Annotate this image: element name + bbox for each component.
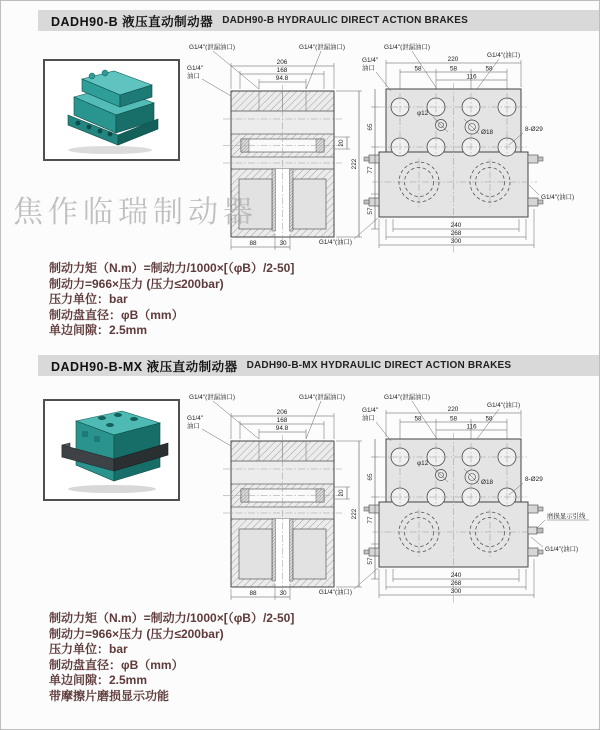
section-view (187, 392, 378, 600)
dim-58: 58 (485, 65, 493, 73)
spec-line: 制动盘直径：φB（mm） (49, 657, 184, 672)
front-view (362, 392, 578, 603)
oil-port-label: G1/4"(油口) (487, 52, 521, 59)
watermark: 焦作临瑞制动器 (13, 195, 258, 230)
dim-58: 58 (449, 65, 458, 73)
dim-58: 58 (414, 65, 422, 73)
dim-88: 88 (249, 240, 257, 247)
spec-line: 制动盘直径：φB（mm） (49, 307, 184, 322)
spec-line: 带摩擦片磨损显示功能 (49, 688, 170, 703)
section2-header (38, 355, 599, 376)
dim-77: 77 (367, 166, 374, 174)
dim-58: 58 (449, 415, 458, 423)
dim-58: 58 (485, 415, 493, 423)
oil-port-label: G1/4" (187, 415, 204, 422)
dim-30: 30 (279, 240, 287, 247)
leak-port-label: G1/4"(泄漏油口) (189, 394, 235, 401)
dim-116: 116 (466, 423, 477, 431)
dim-222: 222 (351, 508, 358, 520)
oil-port-label: 油口 (362, 65, 375, 72)
dim-phi12: φ12 (417, 110, 429, 117)
dim-220: 220 (447, 406, 459, 413)
dim-240: 240 (450, 222, 462, 229)
spec-line: 制动力矩（N.m）=制动力/1000×[（φB）/2-50] (49, 261, 295, 275)
section1-header (38, 10, 599, 31)
dim-300: 300 (450, 588, 462, 595)
spec-line: 制动力矩（N.m）=制动力/1000×[（φB）/2-50] (49, 611, 295, 625)
dim-220: 220 (447, 56, 459, 63)
dim-168: 168 (276, 67, 288, 74)
dim-222: 222 (351, 158, 358, 170)
leak-port-label: G1/4"(泄漏油口) (189, 44, 235, 51)
spec-line: 压力单位：bar (49, 292, 128, 306)
dim-57: 57 (367, 207, 374, 215)
dim-phi18: Ø18 (481, 129, 494, 136)
dim-206: 206 (276, 59, 288, 66)
dim-65: 65 (367, 123, 374, 131)
specs-block-2 (49, 611, 294, 704)
product-photo-1 (43, 59, 180, 161)
dim-30: 30 (279, 590, 287, 597)
dim-88: 88 (249, 590, 257, 597)
section1-title-en: DADH90-B HYDRAULIC DIRECT ACTION BRAKES (222, 15, 468, 26)
dim-20: 20 (338, 489, 345, 497)
dim-116: 116 (466, 73, 477, 81)
technical-drawing-1 (179, 39, 600, 267)
brake-photo-illustration-1 (48, 63, 176, 157)
section2-title-zh: DADH90-B-MX 液压直动制动器 (51, 359, 238, 374)
dim-65: 65 (367, 473, 374, 481)
oil-port-label: G1/4" (187, 65, 204, 72)
dim-206: 206 (276, 409, 288, 416)
oil-port-label: 油口 (187, 73, 200, 80)
oil-port-label: G1/4"(油口) (318, 239, 352, 246)
dim-300: 300 (450, 238, 462, 245)
section2-title-en: DADH90-B-MX HYDRAULIC DIRECT ACTION BRAKES (246, 360, 512, 371)
spec-line: 单边间隙：2.5mm (49, 673, 148, 687)
dim-57: 57 (367, 557, 374, 565)
holes-label: 8-Ø29 (525, 126, 543, 133)
specs-block-1 (49, 261, 294, 339)
dim-268: 268 (450, 230, 462, 237)
product-photo-2 (43, 399, 180, 501)
oil-port-label: G1/4"(油口) (541, 194, 575, 201)
spec-line: 单边间隙：2.5mm (49, 323, 148, 337)
oil-port-label: 油口 (362, 415, 375, 422)
spec-line: 压力单位：bar (49, 642, 128, 656)
leak-port-label: G1/4"(泄漏油口) (299, 44, 345, 51)
dim-phi12: φ12 (417, 460, 429, 467)
section1-title-zh: DADH90-B 液压直动制动器 (51, 14, 214, 29)
oil-port-label: G1/4"(油口) (318, 589, 352, 596)
dim-94-8: 94.8 (275, 425, 289, 432)
dim-77: 77 (367, 516, 374, 524)
wear-indicator (528, 511, 589, 534)
spec-line: 制动力=966×压力 (压力≤200bar) (49, 276, 224, 291)
wear-lead-label: 磨损显示引线 (547, 513, 586, 520)
oil-port-label: G1/4"(油口) (487, 402, 521, 409)
oil-port-label: G1/4" (362, 57, 379, 64)
oil-port-label: G1/4" (362, 407, 379, 414)
dim-168: 168 (276, 417, 288, 424)
oil-port-label: G1/4"(油口) (545, 546, 579, 553)
leak-port-label: G1/4"(泄漏油口) (384, 394, 430, 401)
leak-port-label: G1/4"(泄漏油口) (299, 394, 345, 401)
dim-240: 240 (450, 572, 462, 579)
dim-268: 268 (450, 580, 462, 587)
holes-label: 8-Ø29 (525, 476, 543, 483)
technical-drawing-2 (179, 389, 600, 617)
leak-port-label: G1/4"(泄漏油口) (384, 44, 430, 51)
dim-20: 20 (338, 139, 345, 147)
brake-photo-illustration-2 (48, 403, 176, 497)
oil-port-label: 油口 (187, 423, 200, 430)
front-view (362, 42, 574, 253)
dim-phi18: Ø18 (481, 479, 494, 486)
spec-line: 制动力=966×压力 (压力≤200bar) (49, 626, 224, 641)
dim-94-8: 94.8 (275, 75, 289, 82)
dim-58: 58 (414, 415, 422, 423)
